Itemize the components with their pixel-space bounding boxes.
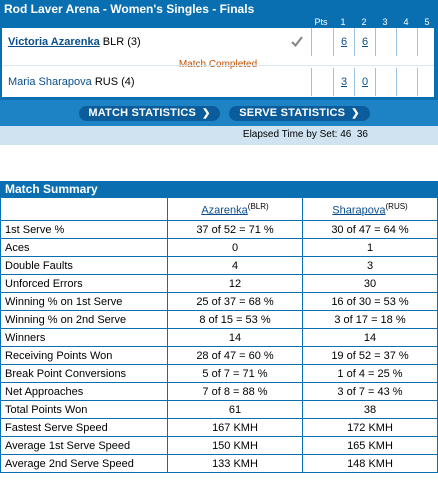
score-panel bbox=[2, 28, 434, 97]
player-1-name[interactable]: Victoria Azarenka bbox=[8, 36, 100, 48]
table-row bbox=[1, 401, 438, 419]
table-row bbox=[1, 329, 438, 347]
header-set-2: 2 bbox=[361, 17, 367, 27]
stat-value-player-2: 19 of 52 = 37 % bbox=[303, 347, 438, 365]
player-2-set-1-link[interactable]: 3 bbox=[340, 76, 348, 88]
stat-value-player-2: 3 of 17 = 18 % bbox=[303, 311, 438, 329]
stat-value-player-1: 12 bbox=[168, 275, 303, 293]
stat-label: Winning % on 2nd Serve bbox=[1, 311, 168, 329]
player-2-name[interactable]: Maria Sharapova bbox=[8, 76, 92, 88]
player-1-pts bbox=[311, 28, 332, 56]
table-row bbox=[1, 383, 438, 401]
table-row bbox=[1, 419, 438, 437]
player-row-1 bbox=[2, 28, 434, 56]
stat-label: Average 2nd Serve Speed bbox=[1, 455, 168, 473]
player-2-set-2[interactable] bbox=[354, 68, 375, 96]
player-2-country: RUS bbox=[94, 76, 119, 88]
summary-header-player-2 bbox=[303, 198, 438, 221]
stat-value-player-1: 14 bbox=[168, 329, 303, 347]
match-summary-table bbox=[0, 197, 438, 473]
table-row bbox=[1, 347, 438, 365]
player-1-set-1-link[interactable]: 6 bbox=[340, 36, 348, 48]
stat-value-player-2: 3 bbox=[303, 257, 438, 275]
stat-label: Net Approaches bbox=[1, 383, 168, 401]
chevron-right-icon: ❯ bbox=[351, 108, 360, 119]
stat-value-player-1: 5 of 7 = 71 % bbox=[168, 365, 303, 383]
stat-value-player-2: 30 of 47 = 64 % bbox=[303, 221, 438, 239]
table-row bbox=[1, 365, 438, 383]
player-2-set-4 bbox=[396, 68, 417, 96]
stat-label: Receiving Points Won bbox=[1, 347, 168, 365]
score-headers bbox=[0, 17, 438, 28]
match-summary-title: Match Summary bbox=[0, 181, 438, 197]
stat-value-player-1: 0 bbox=[168, 239, 303, 257]
stat-value-player-2: 165 KMH bbox=[303, 437, 438, 455]
stat-label: Winning % on 1st Serve bbox=[1, 293, 168, 311]
table-row bbox=[1, 455, 438, 473]
elapsed-values: 46 36 bbox=[340, 129, 368, 140]
stats-button-bar bbox=[0, 100, 438, 126]
header-set-1: 1 bbox=[340, 17, 346, 27]
stat-label: Average 1st Serve Speed bbox=[1, 437, 168, 455]
stat-value-player-1: 7 of 8 = 88 % bbox=[168, 383, 303, 401]
stat-label: Winners bbox=[1, 329, 168, 347]
player-1 bbox=[8, 36, 141, 48]
match-statistics-button[interactable] bbox=[79, 106, 220, 121]
table-row bbox=[1, 257, 438, 275]
table-row bbox=[1, 275, 438, 293]
match-statistics-label: MATCH STATISTICS bbox=[88, 107, 197, 119]
player-1-set-2[interactable] bbox=[354, 28, 375, 56]
summary-player-1-country: (BLR) bbox=[247, 201, 269, 211]
serve-statistics-label: SERVE STATISTICS bbox=[239, 107, 346, 119]
table-row bbox=[1, 311, 438, 329]
header-set-5: 5 bbox=[424, 17, 430, 27]
match-title: Rod Laver Arena - Women's Singles - Finals bbox=[4, 2, 255, 16]
player-2 bbox=[8, 76, 135, 88]
player-2-pts bbox=[311, 68, 332, 96]
player-1-set-4 bbox=[396, 28, 417, 56]
summary-player-1-link[interactable]: Azarenka bbox=[201, 204, 248, 217]
player-1-country: BLR bbox=[102, 36, 125, 48]
table-row bbox=[1, 221, 438, 239]
stat-value-player-2: 38 bbox=[303, 401, 438, 419]
player-2-set-3 bbox=[375, 68, 396, 96]
summary-player-2-link[interactable]: Sharapova bbox=[332, 204, 386, 217]
stat-value-player-1: 8 of 15 = 53 % bbox=[168, 311, 303, 329]
stat-value-player-1: 28 of 47 = 60 % bbox=[168, 347, 303, 365]
serve-statistics-button[interactable] bbox=[229, 106, 370, 121]
row-divider bbox=[2, 65, 434, 66]
summary-player-2-country: (RUS) bbox=[385, 201, 408, 211]
stat-value-player-1: 150 KMH bbox=[168, 437, 303, 455]
player-row-2 bbox=[2, 68, 434, 96]
header-set-3: 3 bbox=[382, 17, 388, 27]
stat-value-player-2: 1 bbox=[303, 239, 438, 257]
table-row bbox=[1, 293, 438, 311]
stat-value-player-2: 3 of 7 = 43 % bbox=[303, 383, 438, 401]
header-set-4: 4 bbox=[403, 17, 409, 27]
summary-header-player-1 bbox=[168, 198, 303, 221]
stat-value-player-1: 61 bbox=[168, 401, 303, 419]
stat-value-player-1: 167 KMH bbox=[168, 419, 303, 437]
stat-value-player-2: 14 bbox=[303, 329, 438, 347]
player-1-set-3 bbox=[375, 28, 396, 56]
table-row bbox=[1, 437, 438, 455]
stat-label: Unforced Errors bbox=[1, 275, 168, 293]
stat-label: Aces bbox=[1, 239, 168, 257]
summary-header-row bbox=[1, 198, 438, 221]
table-row bbox=[1, 239, 438, 257]
elapsed-time bbox=[243, 129, 368, 140]
stat-label: Total Points Won bbox=[1, 401, 168, 419]
player-2-seed: (4) bbox=[121, 76, 135, 88]
elapsed-label: Elapsed Time by Set: bbox=[242, 129, 338, 140]
elapsed-bar bbox=[0, 126, 438, 145]
player-2-set-5 bbox=[417, 68, 438, 96]
player-2-set-1[interactable] bbox=[333, 68, 354, 96]
header-pts: Pts bbox=[314, 17, 328, 27]
stat-value-player-2: 30 bbox=[303, 275, 438, 293]
stat-value-player-1: 133 KMH bbox=[168, 455, 303, 473]
stat-label: 1st Serve % bbox=[1, 221, 168, 239]
stat-value-player-1: 25 of 37 = 68 % bbox=[168, 293, 303, 311]
stat-value-player-2: 1 of 4 = 25 % bbox=[303, 365, 438, 383]
player-2-set-2-link[interactable]: 0 bbox=[361, 76, 369, 88]
scoreboard bbox=[0, 0, 438, 145]
player-1-set-1[interactable] bbox=[333, 28, 354, 56]
stat-label: Fastest Serve Speed bbox=[1, 419, 168, 437]
player-1-set-5 bbox=[417, 28, 438, 56]
stat-value-player-1: 4 bbox=[168, 257, 303, 275]
winner-check-icon bbox=[290, 34, 304, 48]
stat-value-player-1: 37 of 52 = 71 % bbox=[168, 221, 303, 239]
summary-header-empty bbox=[1, 198, 168, 221]
player-1-seed: (3) bbox=[127, 36, 141, 48]
stat-label: Break Point Conversions bbox=[1, 365, 168, 383]
player-1-set-2-link[interactable]: 6 bbox=[361, 36, 369, 48]
stat-label: Double Faults bbox=[1, 257, 168, 275]
stat-value-player-2: 16 of 30 = 53 % bbox=[303, 293, 438, 311]
stat-value-player-2: 148 KMH bbox=[303, 455, 438, 473]
stat-value-player-2: 172 KMH bbox=[303, 419, 438, 437]
chevron-right-icon: ❯ bbox=[202, 108, 211, 119]
